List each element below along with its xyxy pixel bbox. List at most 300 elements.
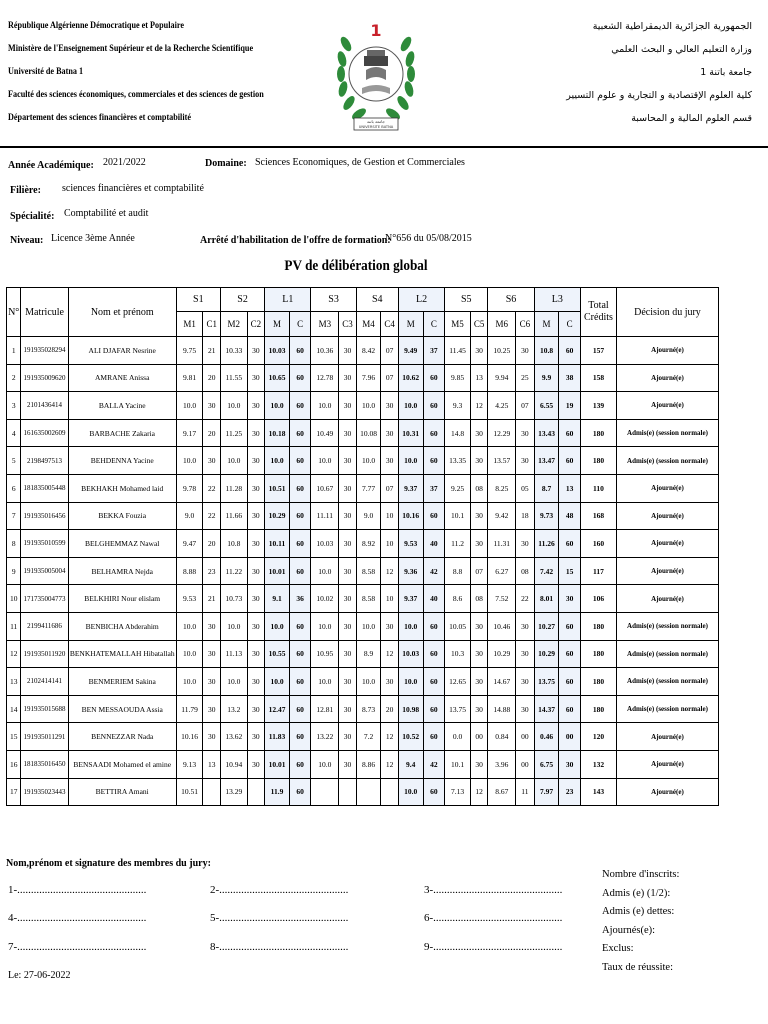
- cell-no: 12: [7, 640, 21, 668]
- table-row: [7, 419, 719, 447]
- cell-lc3: 15: [559, 557, 581, 585]
- table-row: [7, 337, 719, 365]
- cell-m5: 10.3: [445, 640, 471, 668]
- cell-m6: 7.52: [488, 585, 516, 613]
- cell-m5: 10.1: [445, 502, 471, 530]
- cell-mat: 191935010599: [21, 530, 68, 558]
- col-c2: C2: [247, 312, 264, 337]
- cell-c1: 20: [203, 364, 220, 392]
- cell-c1: 30: [203, 612, 220, 640]
- cell-no: 2: [7, 364, 21, 392]
- cell-m3: 10.0: [311, 668, 339, 696]
- cell-tot: 106: [580, 585, 616, 613]
- cell-mat: 191935005004: [21, 557, 68, 585]
- cell-c6: 30: [516, 695, 535, 723]
- cell-dec: Ajourné(e): [616, 778, 718, 806]
- cell-lm2: 9.37: [398, 474, 423, 502]
- col-l2-m: M: [398, 312, 423, 337]
- cell-m3: 12.81: [311, 695, 339, 723]
- cell-tot: 180: [580, 640, 616, 668]
- cell-c1: 13: [203, 750, 220, 778]
- cell-tot: 117: [580, 557, 616, 585]
- cell-no: 10: [7, 585, 21, 613]
- col-m2: M2: [220, 312, 247, 337]
- header-department: Département des sciences financières et comptabilité: [8, 113, 191, 123]
- cell-c1: [203, 778, 220, 806]
- cell-c3: 30: [339, 474, 356, 502]
- table-row: [7, 612, 719, 640]
- cell-dec: Ajourné(e): [616, 530, 718, 558]
- jury-slot-2[interactable]: 2-...............................................: [210, 884, 349, 896]
- cell-c2: 30: [247, 337, 264, 365]
- col-no: N°: [7, 288, 21, 337]
- cell-m6: 13.57: [488, 447, 516, 475]
- cell-m1: 11.79: [176, 695, 203, 723]
- cell-nom: ALI DJAFAR Nesrine: [68, 337, 176, 365]
- cell-m5: 13.35: [445, 447, 471, 475]
- table-row: [7, 557, 719, 585]
- cell-lm3: 7.42: [534, 557, 559, 585]
- cell-m4: 8.9: [356, 640, 381, 668]
- header-faculty: Faculté des sciences économiques, commerciales et des sciences de gestion: [8, 90, 264, 100]
- cell-m5: 11.2: [445, 530, 471, 558]
- cell-c1: 23: [203, 557, 220, 585]
- cell-mat: 2101436414: [21, 392, 68, 420]
- cell-lc3: 60: [559, 419, 581, 447]
- cell-dec: Ajourné(e): [616, 337, 718, 365]
- page-title: PV de délibération global: [284, 258, 428, 274]
- cell-c4: 30: [381, 447, 398, 475]
- col-m4: M4: [356, 312, 381, 337]
- cell-tot: 158: [580, 364, 616, 392]
- cell-mat: 181835016450: [21, 750, 68, 778]
- cell-mat: 2102414141: [21, 668, 68, 696]
- cell-m2: 10.0: [220, 668, 247, 696]
- col-m3: M3: [311, 312, 339, 337]
- header-faculty-ar: كلية العلوم الإقتصادية و التجارية و علوم التسيير: [566, 90, 752, 101]
- cell-lm2: 10.03: [398, 640, 423, 668]
- cell-lm3: 9.9: [534, 364, 559, 392]
- cell-nom: BELGHEMMAZ Nawal: [68, 530, 176, 558]
- cell-lc3: 00: [559, 723, 581, 751]
- cell-c5: 00: [470, 723, 487, 751]
- cell-lc1: 60: [289, 778, 311, 806]
- cell-lc2: 60: [423, 640, 445, 668]
- specialite-label: Spécialité:: [10, 211, 55, 222]
- cell-c4: 12: [381, 640, 398, 668]
- table-row: [7, 392, 719, 420]
- cell-c1: 30: [203, 668, 220, 696]
- cell-m3: 10.0: [311, 392, 339, 420]
- cell-dec: Ajourné(e): [616, 364, 718, 392]
- cell-tot: 168: [580, 502, 616, 530]
- header-right: [532, 22, 752, 137]
- table-row: [7, 668, 719, 696]
- table-row: [7, 640, 719, 668]
- cell-mat: 2199411686: [21, 612, 68, 640]
- cell-c3: 30: [339, 502, 356, 530]
- cell-lc3: 60: [559, 668, 581, 696]
- cell-nom: BALLA Yacine: [68, 392, 176, 420]
- cell-m1: 9.53: [176, 585, 203, 613]
- cell-dec: Admis(e) (session normale): [616, 640, 718, 668]
- cell-m3: 10.0: [311, 447, 339, 475]
- stat-exclus: Exclus:: [602, 943, 634, 954]
- cell-m4: 8.86: [356, 750, 381, 778]
- cell-m6: 10.25: [488, 337, 516, 365]
- cell-c5: 30: [470, 419, 487, 447]
- cell-nom: BENNEZZAR Nada: [68, 723, 176, 751]
- cell-m3: 13.22: [311, 723, 339, 751]
- cell-m2: 13.29: [220, 778, 247, 806]
- cell-c1: 21: [203, 585, 220, 613]
- cell-tot: 110: [580, 474, 616, 502]
- cell-tot: 157: [580, 337, 616, 365]
- cell-m6: 3.96: [488, 750, 516, 778]
- cell-lc2: 60: [423, 447, 445, 475]
- cell-m2: 11.22: [220, 557, 247, 585]
- cell-lm1: 12.47: [265, 695, 290, 723]
- cell-c6: 00: [516, 723, 535, 751]
- cell-lc3: 60: [559, 337, 581, 365]
- col-c5: C5: [470, 312, 487, 337]
- cell-c6: 30: [516, 419, 535, 447]
- header-republic-ar: الجمهورية الجزائرية الديمقراطية الشعبية: [592, 21, 752, 32]
- cell-lc3: 30: [559, 750, 581, 778]
- cell-mat: 191935011920: [21, 640, 68, 668]
- cell-m6: 8.25: [488, 474, 516, 502]
- col-l1-c: C: [289, 312, 311, 337]
- cell-tot: 143: [580, 778, 616, 806]
- jury-slot-1[interactable]: 1-...............................................: [8, 884, 147, 896]
- cell-m5: 10.05: [445, 612, 471, 640]
- arrete-label: Arrêté d'habilitation de l'offre de formation:: [200, 235, 391, 246]
- cell-m2: 11.55: [220, 364, 247, 392]
- cell-dec: Ajourné(e): [616, 750, 718, 778]
- niveau-value: Licence 3ème Année: [51, 233, 135, 244]
- cell-c3: 30: [339, 530, 356, 558]
- cell-mat: 2198497513: [21, 447, 68, 475]
- cell-m3: 10.95: [311, 640, 339, 668]
- cell-c6: 22: [516, 585, 535, 613]
- cell-lc2: 40: [423, 530, 445, 558]
- cell-lm3: 10.27: [534, 612, 559, 640]
- cell-lm1: 10.03: [265, 337, 290, 365]
- cell-lc3: 38: [559, 364, 581, 392]
- cell-lm1: 10.01: [265, 750, 290, 778]
- col-l2-c: C: [423, 312, 445, 337]
- col-decision: Décision du jury: [616, 288, 718, 337]
- cell-c4: 10: [381, 585, 398, 613]
- cell-c5: 30: [470, 337, 487, 365]
- cell-c5: 30: [470, 447, 487, 475]
- cell-c6: 25: [516, 364, 535, 392]
- cell-m4: 8.58: [356, 557, 381, 585]
- cell-lc2: 37: [423, 474, 445, 502]
- cell-m2: 11.25: [220, 419, 247, 447]
- header-department-ar: قسم العلوم المالية و المحاسبة: [631, 113, 752, 124]
- cell-m4: 7.77: [356, 474, 381, 502]
- col-l1: L1: [265, 288, 311, 312]
- cell-m1: 9.78: [176, 474, 203, 502]
- cell-c4: 12: [381, 557, 398, 585]
- table-row: [7, 585, 719, 613]
- cell-c3: 30: [339, 668, 356, 696]
- col-m1: M1: [176, 312, 203, 337]
- cell-m2: 13.62: [220, 723, 247, 751]
- cell-lm2: 10.52: [398, 723, 423, 751]
- cell-c2: 30: [247, 723, 264, 751]
- cell-c4: 07: [381, 337, 398, 365]
- cell-m4: 7.2: [356, 723, 381, 751]
- cell-lm3: 9.73: [534, 502, 559, 530]
- cell-c6: 05: [516, 474, 535, 502]
- cell-c2: 30: [247, 502, 264, 530]
- cell-nom: BEN MESSAOUDA Assia: [68, 695, 176, 723]
- cell-m3: 10.03: [311, 530, 339, 558]
- cell-tot: 160: [580, 530, 616, 558]
- cell-lc1: 60: [289, 695, 311, 723]
- cell-lm2: 10.0: [398, 668, 423, 696]
- cell-m4: 9.0: [356, 502, 381, 530]
- cell-c5: 12: [470, 392, 487, 420]
- cell-m4: 10.0: [356, 447, 381, 475]
- cell-c3: 30: [339, 695, 356, 723]
- cell-c4: 20: [381, 695, 398, 723]
- cell-lm2: 10.98: [398, 695, 423, 723]
- cell-lc2: 42: [423, 750, 445, 778]
- cell-c2: 30: [247, 530, 264, 558]
- cell-lm1: 10.0: [265, 392, 290, 420]
- cell-m2: 10.8: [220, 530, 247, 558]
- cell-c3: 30: [339, 392, 356, 420]
- cell-c3: [339, 778, 356, 806]
- col-c6: C6: [516, 312, 535, 337]
- cell-c5: 30: [470, 640, 487, 668]
- cell-c6: 30: [516, 668, 535, 696]
- cell-c6: 18: [516, 502, 535, 530]
- cell-m1: 9.47: [176, 530, 203, 558]
- col-s4: S4: [356, 288, 398, 312]
- jury-slot-3[interactable]: 3-...............................................: [424, 884, 563, 896]
- cell-nom: BENBICHA Abderahim: [68, 612, 176, 640]
- document-date: Le: 27-06-2022: [8, 970, 71, 981]
- cell-lc2: 60: [423, 723, 445, 751]
- cell-m4: 10.0: [356, 612, 381, 640]
- cell-dec: Ajourné(e): [616, 723, 718, 751]
- cell-lm3: 13.75: [534, 668, 559, 696]
- cell-c6: 30: [516, 612, 535, 640]
- cell-m4: 8.92: [356, 530, 381, 558]
- cell-m2: 10.0: [220, 392, 247, 420]
- cell-c2: 30: [247, 474, 264, 502]
- cell-c5: 08: [470, 585, 487, 613]
- cell-c1: 22: [203, 502, 220, 530]
- jury-slot-9[interactable]: 9-...............................................: [424, 941, 563, 953]
- header-university-ar: جامعة باتنة 1: [700, 67, 752, 78]
- cell-lm2: 10.0: [398, 778, 423, 806]
- cell-m5: 9.3: [445, 392, 471, 420]
- cell-m6: 9.94: [488, 364, 516, 392]
- cell-no: 15: [7, 723, 21, 751]
- cell-no: 6: [7, 474, 21, 502]
- col-nom: Nom et prénom: [68, 288, 176, 337]
- cell-c3: 30: [339, 364, 356, 392]
- cell-m3: 10.36: [311, 337, 339, 365]
- cell-no: 1: [7, 337, 21, 365]
- cell-tot: 120: [580, 723, 616, 751]
- cell-m2: 11.28: [220, 474, 247, 502]
- cell-m3: 12.78: [311, 364, 339, 392]
- header-divider: [0, 146, 768, 148]
- cell-tot: 180: [580, 695, 616, 723]
- cell-m5: 0.0: [445, 723, 471, 751]
- cell-lm2: 10.0: [398, 392, 423, 420]
- cell-m6: 8.67: [488, 778, 516, 806]
- cell-lm1: 10.01: [265, 557, 290, 585]
- cell-m2: 10.73: [220, 585, 247, 613]
- stat-admis: Admis (e) (1/2):: [602, 887, 671, 899]
- cell-nom: BEHDENNA Yacine: [68, 447, 176, 475]
- cell-m6: 14.67: [488, 668, 516, 696]
- svg-text:1: 1: [370, 21, 382, 40]
- jury-slot-5[interactable]: 5-...............................................: [210, 912, 349, 924]
- cell-c6: 11: [516, 778, 535, 806]
- col-m5: M5: [445, 312, 471, 337]
- cell-c6: 30: [516, 447, 535, 475]
- cell-lm3: 13.47: [534, 447, 559, 475]
- stat-inscrits: Nombre d'inscrits:: [602, 869, 680, 880]
- stat-taux: Taux de réussite:: [602, 961, 673, 973]
- cell-tot: 180: [580, 668, 616, 696]
- jury-slot-8[interactable]: 8-...............................................: [210, 941, 349, 953]
- cell-c1: 30: [203, 640, 220, 668]
- cell-tot: 180: [580, 419, 616, 447]
- cell-mat: 191935009620: [21, 364, 68, 392]
- cell-m2: 13.2: [220, 695, 247, 723]
- cell-lm1: 9.1: [265, 585, 290, 613]
- col-s6: S6: [488, 288, 534, 312]
- cell-tot: 180: [580, 447, 616, 475]
- cell-lc2: 60: [423, 419, 445, 447]
- cell-c4: [381, 778, 398, 806]
- cell-c5: 30: [470, 612, 487, 640]
- cell-dec: Admis(e) (session normale): [616, 668, 718, 696]
- cell-c1: 20: [203, 530, 220, 558]
- jury-slot-7[interactable]: 7-...............................................: [8, 941, 147, 953]
- cell-mat: 161635002609: [21, 419, 68, 447]
- cell-lm3: 7.97: [534, 778, 559, 806]
- cell-lm1: 11.9: [265, 778, 290, 806]
- cell-c2: [247, 778, 264, 806]
- cell-m6: 10.29: [488, 640, 516, 668]
- jury-slot-6[interactable]: 6-...............................................: [424, 912, 563, 924]
- cell-c3: 30: [339, 723, 356, 751]
- cell-lc2: 60: [423, 364, 445, 392]
- cell-tot: 132: [580, 750, 616, 778]
- cell-m5: 13.75: [445, 695, 471, 723]
- cell-m4: [356, 778, 381, 806]
- cell-no: 17: [7, 778, 21, 806]
- col-l3: L3: [534, 288, 580, 312]
- cell-m6: 4.25: [488, 392, 516, 420]
- cell-lc1: 60: [289, 723, 311, 751]
- cell-m1: 10.16: [176, 723, 203, 751]
- col-m6: M6: [488, 312, 516, 337]
- cell-no: 11: [7, 612, 21, 640]
- cell-lc1: 60: [289, 750, 311, 778]
- col-l2: L2: [398, 288, 444, 312]
- cell-lc1: 60: [289, 337, 311, 365]
- cell-lm3: 6.75: [534, 750, 559, 778]
- deliberation-table: [6, 287, 719, 806]
- cell-m4: 10.0: [356, 668, 381, 696]
- cell-lc2: 60: [423, 695, 445, 723]
- cell-c5: 12: [470, 778, 487, 806]
- cell-c4: 07: [381, 474, 398, 502]
- cell-c3: 30: [339, 337, 356, 365]
- jury-slot-4[interactable]: 4-...............................................: [8, 912, 147, 924]
- header-left: [8, 22, 266, 137]
- cell-lc2: 40: [423, 585, 445, 613]
- cell-mat: 181835005448: [21, 474, 68, 502]
- cell-m5: 14.8: [445, 419, 471, 447]
- cell-c6: 00: [516, 750, 535, 778]
- cell-lm1: 10.0: [265, 612, 290, 640]
- cell-m3: 11.11: [311, 502, 339, 530]
- header-ministry-ar: وزارة التعليم العالي و البحث العلمي: [611, 44, 752, 55]
- cell-c3: 30: [339, 447, 356, 475]
- cell-c4: 30: [381, 668, 398, 696]
- cell-m5: 9.25: [445, 474, 471, 502]
- table-row: [7, 502, 719, 530]
- cell-c1: 20: [203, 419, 220, 447]
- cell-c6: 08: [516, 557, 535, 585]
- cell-m3: 10.49: [311, 419, 339, 447]
- cell-lm2: 9.37: [398, 585, 423, 613]
- cell-m4: 10.08: [356, 419, 381, 447]
- cell-m4: 7.96: [356, 364, 381, 392]
- cell-lc1: 36: [289, 585, 311, 613]
- specialite-value: Comptabilité et audit: [64, 208, 149, 219]
- cell-lm3: 11.26: [534, 530, 559, 558]
- cell-c1: 30: [203, 392, 220, 420]
- cell-c6: 30: [516, 337, 535, 365]
- table-row: [7, 778, 719, 806]
- domaine-label: Domaine:: [205, 158, 247, 169]
- cell-lm1: 10.18: [265, 419, 290, 447]
- cell-m5: 7.13: [445, 778, 471, 806]
- cell-lc2: 60: [423, 612, 445, 640]
- cell-c2: 30: [247, 419, 264, 447]
- cell-nom: BARBACHE Zakaria: [68, 419, 176, 447]
- cell-lc2: 37: [423, 337, 445, 365]
- cell-lc1: 60: [289, 364, 311, 392]
- cell-c5: 30: [470, 750, 487, 778]
- cell-lc3: 13: [559, 474, 581, 502]
- cell-c4: 30: [381, 419, 398, 447]
- cell-c2: 30: [247, 585, 264, 613]
- cell-no: 4: [7, 419, 21, 447]
- filiere-value: sciences financières et comptabilité: [62, 183, 204, 194]
- cell-lc1: 60: [289, 557, 311, 585]
- cell-m4: 8.58: [356, 585, 381, 613]
- cell-m6: 11.31: [488, 530, 516, 558]
- table-row: [7, 750, 719, 778]
- cell-lm2: 10.16: [398, 502, 423, 530]
- cell-c2: 30: [247, 750, 264, 778]
- cell-c5: 30: [470, 530, 487, 558]
